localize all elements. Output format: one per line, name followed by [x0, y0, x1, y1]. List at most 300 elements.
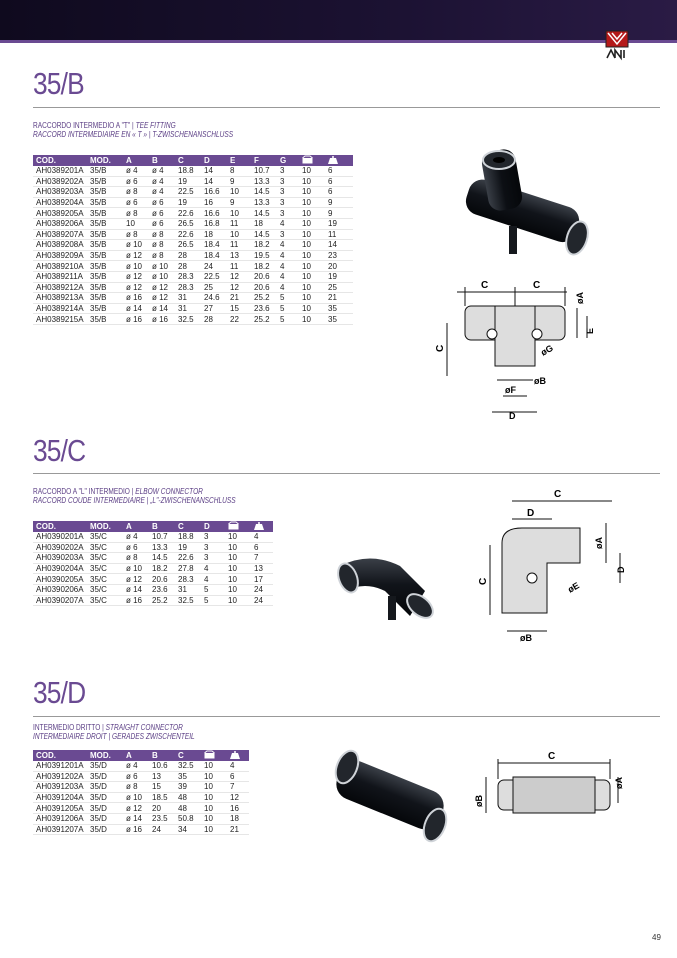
dim-label: C [533, 280, 541, 291]
table-cell: 22.6 [175, 553, 201, 564]
table-cell: ø 10 [149, 271, 175, 282]
dim-label: øB [474, 795, 484, 807]
table-cell: 10 [225, 584, 251, 595]
table-cell: 10 [201, 813, 227, 824]
table-cell: AH0389209A [33, 250, 87, 261]
table-cell: 48 [175, 792, 201, 803]
table-cell: 35/C [87, 532, 123, 542]
table-cell: 35/B [87, 261, 123, 272]
dim-label: øA [594, 537, 604, 549]
col-header: D [201, 521, 225, 532]
table-cell: 39 [175, 782, 201, 793]
weight-icon [325, 155, 353, 166]
table-cell: 35/B [87, 240, 123, 251]
table-cell: 10 [225, 542, 251, 553]
table-cell: 25.2 [251, 293, 277, 304]
table-cell: 6 [325, 166, 353, 176]
table-cell: 11 [227, 261, 251, 272]
table-cell: ø 6 [123, 176, 149, 187]
table-cell: 21 [227, 293, 251, 304]
table-cell: 7 [251, 553, 273, 564]
table-cell: 35/D [87, 803, 123, 814]
table-cell: 18.8 [175, 166, 201, 176]
table-cell: 35/D [87, 813, 123, 824]
table-cell: ø 12 [149, 282, 175, 293]
table-cell: 9 [325, 197, 353, 208]
table-cell: 5 [277, 303, 299, 314]
table-cell: ø 14 [123, 584, 149, 595]
table-cell: AH0389201A [33, 166, 87, 176]
table-cell: 3 [277, 187, 299, 198]
table-cell: AH0390202A [33, 542, 87, 553]
dim-label: øF [505, 385, 516, 395]
table-cell: 34 [175, 824, 201, 835]
table-row [33, 595, 273, 606]
header-accent-line [0, 40, 677, 43]
table-cell: ø 12 [123, 282, 149, 293]
table-cell: 14.5 [251, 229, 277, 240]
col-header: A [123, 155, 149, 166]
section-subtitle [33, 723, 195, 741]
table-row [33, 553, 273, 564]
table-cell: ø 4 [123, 761, 149, 771]
box-pack-icon [201, 750, 227, 761]
table-cell: 19.5 [251, 250, 277, 261]
table-cell: 10 [201, 761, 227, 771]
table-cell: 20 [325, 261, 353, 272]
table-cell: 35/B [87, 229, 123, 240]
tee-dimension-drawing [437, 272, 602, 422]
table-cell: 6 [227, 771, 249, 782]
table-cell: 35/D [87, 782, 123, 793]
dim-label: D [616, 566, 626, 573]
table-cell: 22.5 [175, 187, 201, 198]
dim-label: øE [566, 580, 581, 595]
col-header: A [123, 750, 149, 761]
table-cell: 10 [227, 229, 251, 240]
table-cell: 10 [299, 282, 325, 293]
table-cell: ø 6 [123, 771, 149, 782]
col-header: COD. [33, 155, 87, 166]
table-row [33, 771, 249, 782]
table-cell: 21 [325, 293, 353, 304]
table-cell: 35/B [87, 218, 123, 229]
table-cell: ø 16 [123, 314, 149, 325]
section-title: 35/C [33, 433, 86, 468]
table-cell: 32.5 [175, 314, 201, 325]
table-cell: 10 [225, 595, 251, 606]
table-cell: 23 [325, 250, 353, 261]
table-cell: 4 [277, 261, 299, 272]
col-header: A [123, 521, 149, 532]
table-cell: ø 10 [123, 261, 149, 272]
table-cell: 35/C [87, 574, 123, 585]
table-cell: AH0389210A [33, 261, 87, 272]
table-cell: 10 [299, 197, 325, 208]
table-cell: ø 6 [123, 542, 149, 553]
table-cell: 35/D [87, 761, 123, 771]
table-cell: ø 12 [123, 250, 149, 261]
table-cell: 10.7 [251, 166, 277, 176]
table-cell: AH0391201A [33, 761, 87, 771]
dim-label: øA [614, 777, 624, 789]
table-cell: AH0391202A [33, 771, 87, 782]
box-pack-icon [225, 521, 251, 532]
table-cell: 5 [277, 293, 299, 304]
subtitle-italic: STRAIGHT CONNECTOR [105, 723, 183, 732]
table-row [33, 542, 273, 553]
table-cell: 18.4 [201, 250, 227, 261]
col-header: B [149, 155, 175, 166]
table-cell: 4 [201, 574, 225, 585]
table-cell: 16 [201, 197, 227, 208]
table-cell: 10 [225, 563, 251, 574]
subtitle-text: RACCORDO A "L" INTERMEDIO | [33, 487, 136, 496]
table-cell: 9 [227, 197, 251, 208]
table-cell: 19 [175, 542, 201, 553]
table-cell: 14.5 [251, 187, 277, 198]
weight-icon [251, 521, 273, 532]
table-row [33, 314, 353, 325]
table-cell: 18.8 [175, 532, 201, 542]
table-cell: 3 [201, 542, 225, 553]
table-cell: 25 [325, 282, 353, 293]
table-cell: 10 [201, 824, 227, 835]
table-cell: 15 [227, 303, 251, 314]
table-cell: 8 [227, 166, 251, 176]
table-cell: 19 [325, 218, 353, 229]
table-cell: ø 10 [149, 261, 175, 272]
table-cell: 21 [227, 824, 249, 835]
table-cell: 13.3 [149, 542, 175, 553]
spec-table [33, 521, 273, 606]
dim-label: C [435, 344, 446, 352]
table-cell: AH0389213A [33, 293, 87, 304]
table-cell: 3 [277, 208, 299, 219]
table-cell: 26.5 [175, 218, 201, 229]
table-cell: 4 [277, 218, 299, 229]
table-cell: 6 [325, 176, 353, 187]
table-cell: 32.5 [175, 761, 201, 771]
table-cell: 4 [277, 250, 299, 261]
table-cell: 16.6 [201, 208, 227, 219]
table-cell: 4 [227, 761, 249, 771]
table-cell: 18 [251, 218, 277, 229]
table-cell: 24 [251, 595, 273, 606]
dim-label: C [548, 751, 556, 762]
table-cell: AH0391206A [33, 813, 87, 824]
table-cell: 10 [299, 176, 325, 187]
table-cell: 12 [227, 282, 251, 293]
table-cell: 35/B [87, 271, 123, 282]
table-cell: 14.5 [149, 553, 175, 564]
table-cell: ø 12 [149, 293, 175, 304]
table-cell: ø 16 [149, 314, 175, 325]
table-cell: ø 14 [123, 813, 149, 824]
table-cell: 10.6 [149, 761, 175, 771]
table-cell: 10 [225, 574, 251, 585]
table-row [33, 176, 353, 187]
table-cell: 6 [325, 187, 353, 198]
dim-label: E [585, 327, 595, 334]
table-cell: AH0390201A [33, 532, 87, 542]
table-cell: ø 10 [123, 240, 149, 251]
table-cell: 10 [201, 771, 227, 782]
table-cell: 35/C [87, 563, 123, 574]
table-row [33, 218, 353, 229]
table-cell: 10 [299, 229, 325, 240]
table-cell: AH0389202A [33, 176, 87, 187]
table-cell: ø 6 [149, 218, 175, 229]
table-cell: ø 16 [123, 293, 149, 304]
table-cell: ø 8 [123, 782, 149, 793]
table-row [33, 303, 353, 314]
table-cell: 3 [201, 553, 225, 564]
elbow-connector-photo [330, 546, 445, 626]
table-cell: 23.6 [149, 584, 175, 595]
table-cell: 22.5 [201, 271, 227, 282]
col-header: COD. [33, 521, 87, 532]
table-cell: 27 [201, 303, 227, 314]
subtitle-text: INTERMEDIO DRITTO | [33, 723, 106, 732]
table-cell: 10.7 [149, 532, 175, 542]
table-cell: 18.5 [149, 792, 175, 803]
table-cell: 35/D [87, 824, 123, 835]
table-row [33, 261, 353, 272]
table-cell: ø 8 [149, 229, 175, 240]
table-cell: ø 8 [123, 229, 149, 240]
col-header: C [175, 750, 201, 761]
table-cell: 3 [277, 176, 299, 187]
table-cell: 10 [201, 803, 227, 814]
table-cell: 10 [299, 218, 325, 229]
weight-icon [227, 750, 249, 761]
table-cell: ø 8 [149, 250, 175, 261]
table-cell: 35/B [87, 187, 123, 198]
table-cell: 3 [201, 532, 225, 542]
col-header: MOD. [87, 155, 123, 166]
table-cell: 35 [325, 314, 353, 325]
section-title: 35/D [33, 675, 86, 710]
table-row [33, 574, 273, 585]
table-cell: 7 [227, 782, 249, 793]
table-cell: 11 [325, 229, 353, 240]
table-cell: AH0391205A [33, 803, 87, 814]
table-cell: AH0390205A [33, 574, 87, 585]
table-cell: 18 [201, 229, 227, 240]
tee-fitting-photo [445, 148, 595, 260]
table-cell: 9 [325, 208, 353, 219]
table-cell: 50.8 [175, 813, 201, 824]
col-header: B [149, 521, 175, 532]
table-row [33, 240, 353, 251]
subtitle-italic: TEE FITTING [135, 121, 176, 130]
col-header: B [149, 750, 175, 761]
table-cell: ø 8 [123, 208, 149, 219]
table-cell: ø 14 [123, 303, 149, 314]
col-header: MOD. [87, 750, 123, 761]
table-row [33, 187, 353, 198]
table-cell: 14 [201, 176, 227, 187]
table-cell: 22.6 [175, 208, 201, 219]
table-cell: 35/B [87, 176, 123, 187]
table-cell: 4 [251, 532, 273, 542]
table-row [33, 166, 353, 176]
table-cell: 10 [299, 250, 325, 261]
table-cell: 35/C [87, 584, 123, 595]
table-cell: ø 14 [149, 303, 175, 314]
table-row [33, 229, 353, 240]
table-cell: 28 [175, 250, 201, 261]
section-rule [33, 473, 660, 474]
table-cell: 14 [325, 240, 353, 251]
straight-connector-photo [325, 745, 450, 845]
table-cell: 24 [201, 261, 227, 272]
table-cell: ø 6 [149, 197, 175, 208]
table-row [33, 761, 249, 771]
straight-dimension-drawing [468, 745, 633, 835]
table-cell: 35/C [87, 542, 123, 553]
table-cell: 10 [123, 218, 149, 229]
brand-logo-icon [605, 30, 629, 60]
table-cell: AH0389211A [33, 271, 87, 282]
table-cell: AH0391207A [33, 824, 87, 835]
table-cell: 13 [251, 563, 273, 574]
col-header: D [201, 155, 227, 166]
table-cell: ø 12 [123, 271, 149, 282]
table-cell: 10 [299, 314, 325, 325]
table-cell: 3 [277, 166, 299, 176]
table-cell: AH0390203A [33, 553, 87, 564]
table-cell: 19 [175, 197, 201, 208]
table-cell: 10 [299, 208, 325, 219]
header-band [0, 0, 677, 40]
subtitle-text: RACCORDO INTERMEDIO A "T" | [33, 121, 136, 130]
subtitle-italic: RACCORD COUDE INTERMEDIAIRE | „L"-ZWISCHENANSCHLUSS [33, 496, 236, 505]
table-row [33, 782, 249, 793]
table-row [33, 271, 353, 282]
section-rule [33, 107, 660, 108]
spec-table [33, 750, 249, 835]
table-cell: 28.3 [175, 271, 201, 282]
table-cell: ø 6 [149, 208, 175, 219]
table-cell: 35/B [87, 197, 123, 208]
table-cell: 10 [299, 303, 325, 314]
table-cell: 10 [225, 532, 251, 542]
table-cell: 5 [277, 314, 299, 325]
table-header-row [33, 155, 353, 166]
dim-label: øB [534, 376, 546, 386]
table-cell: ø 8 [149, 240, 175, 251]
table-cell: 10 [299, 261, 325, 272]
box-pack-icon [299, 155, 325, 166]
col-header: MOD. [87, 521, 123, 532]
table-cell: 14 [201, 166, 227, 176]
table-cell: 35/D [87, 771, 123, 782]
table-cell: 12 [227, 792, 249, 803]
table-cell: 35/C [87, 595, 123, 606]
table-cell: 35/C [87, 553, 123, 564]
table-row [33, 532, 273, 542]
table-cell: 14.5 [251, 208, 277, 219]
col-header: C [175, 521, 201, 532]
subtitle-italic: ELBOW CONNECTOR [135, 487, 203, 496]
table-cell: 18.4 [201, 240, 227, 251]
table-cell: 35/B [87, 250, 123, 261]
table-row [33, 282, 353, 293]
table-header-row [33, 750, 249, 761]
section-rule [33, 716, 660, 717]
table-row [33, 792, 249, 803]
table-cell: 25.2 [251, 314, 277, 325]
table-cell: ø 4 [149, 187, 175, 198]
dim-label: C [481, 280, 489, 291]
table-row [33, 584, 273, 595]
table-cell: 13.3 [251, 197, 277, 208]
table-row [33, 208, 353, 219]
table-cell: 35/D [87, 792, 123, 803]
table-cell: ø 6 [123, 197, 149, 208]
table-row [33, 563, 273, 574]
table-cell: 35/B [87, 208, 123, 219]
table-cell: 11 [227, 218, 251, 229]
table-cell: 18 [227, 813, 249, 824]
table-cell: 10 [227, 187, 251, 198]
table-cell: 17 [251, 574, 273, 585]
elbow-dimension-drawing [472, 483, 637, 643]
table-cell: 32.5 [175, 595, 201, 606]
table-cell: ø 4 [123, 166, 149, 176]
table-cell: AH0389214A [33, 303, 87, 314]
table-cell: 28.3 [175, 282, 201, 293]
table-cell: 28.3 [175, 574, 201, 585]
table-cell: 10 [299, 240, 325, 251]
table-row [33, 824, 249, 835]
table-cell: 9 [227, 176, 251, 187]
table-cell: 11 [227, 240, 251, 251]
table-cell: ø 10 [123, 563, 149, 574]
table-cell: 12 [227, 271, 251, 282]
table-cell: ø 4 [149, 176, 175, 187]
table-cell: 16.6 [201, 187, 227, 198]
table-cell: 22 [227, 314, 251, 325]
table-cell: 10 [225, 553, 251, 564]
table-cell: 10 [299, 293, 325, 304]
table-cell: 35/B [87, 293, 123, 304]
section-subtitle [33, 487, 236, 505]
table-cell: AH0389204A [33, 197, 87, 208]
table-cell: ø 4 [149, 166, 175, 176]
spec-table [33, 155, 353, 325]
table-cell: 19 [325, 271, 353, 282]
dim-label: C [478, 577, 489, 585]
table-cell: 15 [149, 782, 175, 793]
table-cell: 10 [299, 166, 325, 176]
table-cell: ø 16 [123, 595, 149, 606]
table-cell: ø 8 [123, 553, 149, 564]
table-cell: ø 10 [123, 792, 149, 803]
table-row [33, 293, 353, 304]
col-header: C [175, 155, 201, 166]
col-header: F [251, 155, 277, 166]
section-title: 35/B [33, 66, 84, 101]
subtitle-italic: RACCORD INTERMEDIAIRE EN « T » | T-ZWISCHENANSCHLUSS [33, 130, 234, 139]
table-cell: 31 [175, 293, 201, 304]
table-cell: 35 [175, 771, 201, 782]
table-row [33, 197, 353, 208]
table-row [33, 250, 353, 261]
table-cell: ø 16 [123, 824, 149, 835]
